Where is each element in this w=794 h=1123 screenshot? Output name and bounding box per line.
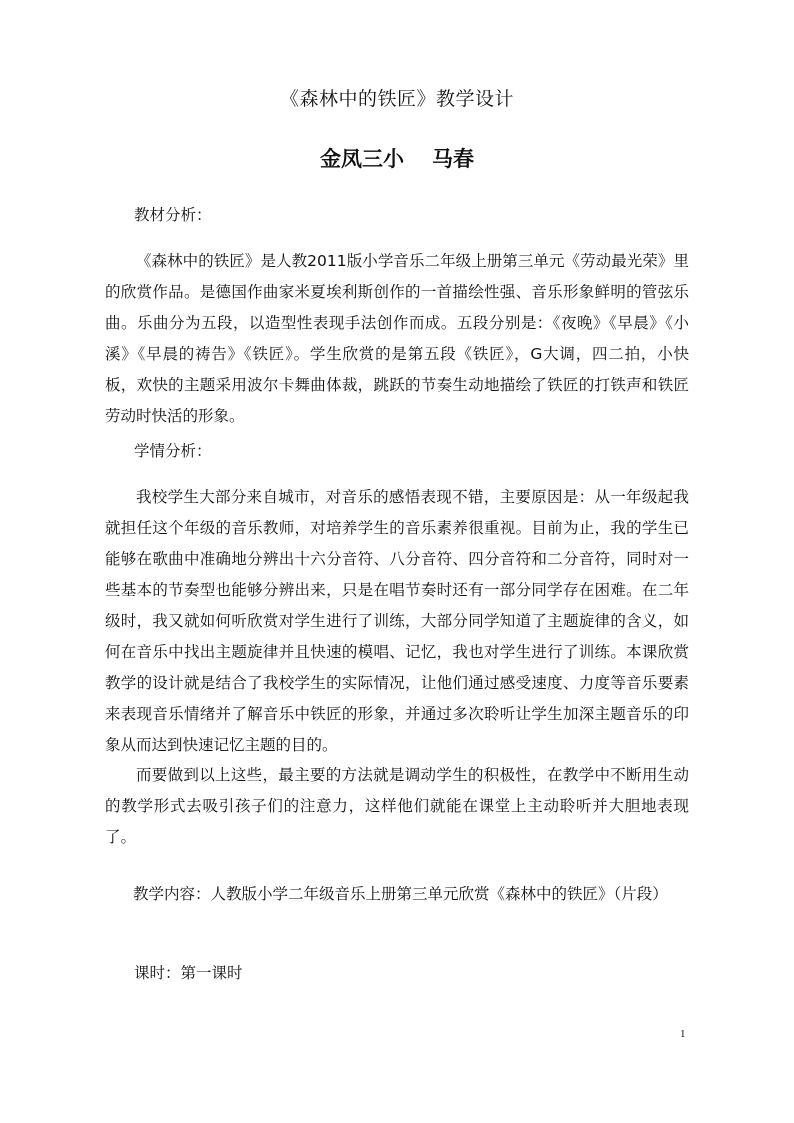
- learner-analysis-label: 学情分析：: [134, 442, 212, 460]
- class-period-text: 课时：第一课时: [134, 964, 243, 982]
- author-school: 金凤三小: [320, 147, 404, 171]
- teaching-content-text: 教学内容：人教版小学二年级音乐上册第三单元欣赏《森林中的铁匠》（片段）: [133, 885, 668, 903]
- teaching-method-text: 而要做到以上这些，最主要的方法就是调动学生的积极性，在教学中不断用生动的教学形式去吸引孩子们的注意力，这样他们就能在课堂上主动聆听并大胆地表现了。: [105, 766, 689, 846]
- author-line: [0, 145, 794, 173]
- page-number: 1: [680, 1028, 686, 1040]
- material-analysis-label: 教材分析：: [134, 206, 212, 224]
- material-analysis-text: 《森林中的铁匠》是人教2011版小学音乐二年级上册第三单元《劳动最光荣》里的欣赏作品。是德国作曲家米夏埃利斯创作的一首描绘性强、音乐形象鲜明的管弦乐曲。乐曲分为五段，以造型性表现手法创作而成。五段分别是：《夜晚》《早晨》《小溪》《早晨的祷告》《铁匠》。学生欣赏的是第五段《铁匠》，G大调，四二拍，小快板，欢快的主题采用波尔卡舞曲体裁，跳跃的节奏生动地描绘了铁匠的打铁声和铁匠劳动时快活的形象。: [105, 252, 689, 425]
- document-title: 《森林中的铁匠》教学设计: [279, 88, 514, 110]
- learner-analysis-text: 我校学生大部分来自城市，对音乐的感悟表现不错，主要原因是：从一年级起我就担任这个年级的音乐教师，对培养学生的音乐素养很重视。目前为止，我的学生已能够在歌曲中准确地分辨出十六分音符、八分音符、四分音符和二分音符，同时对一些基本的节奏型也能够分辨出来，只是在唱节奏时还有一部分同学存在困难。在二年级时，我又就如何听欣赏对学生进行了训练，大部分同学知道了主题旋律的含义，如何在音乐中找出主题旋律并且快速的模唱、记忆，我也对学生进行了训练。本课欣赏教学的设计就是结合了我校学生的实际情况，让他们通过感受速度、力度等音乐要素来表现音乐情绪并了解音乐中铁匠的形象，并通过多次聆听让学生加深主题音乐的印象从而达到快速记忆主题的目的。: [105, 488, 689, 754]
- author-name: 马春: [432, 147, 474, 171]
